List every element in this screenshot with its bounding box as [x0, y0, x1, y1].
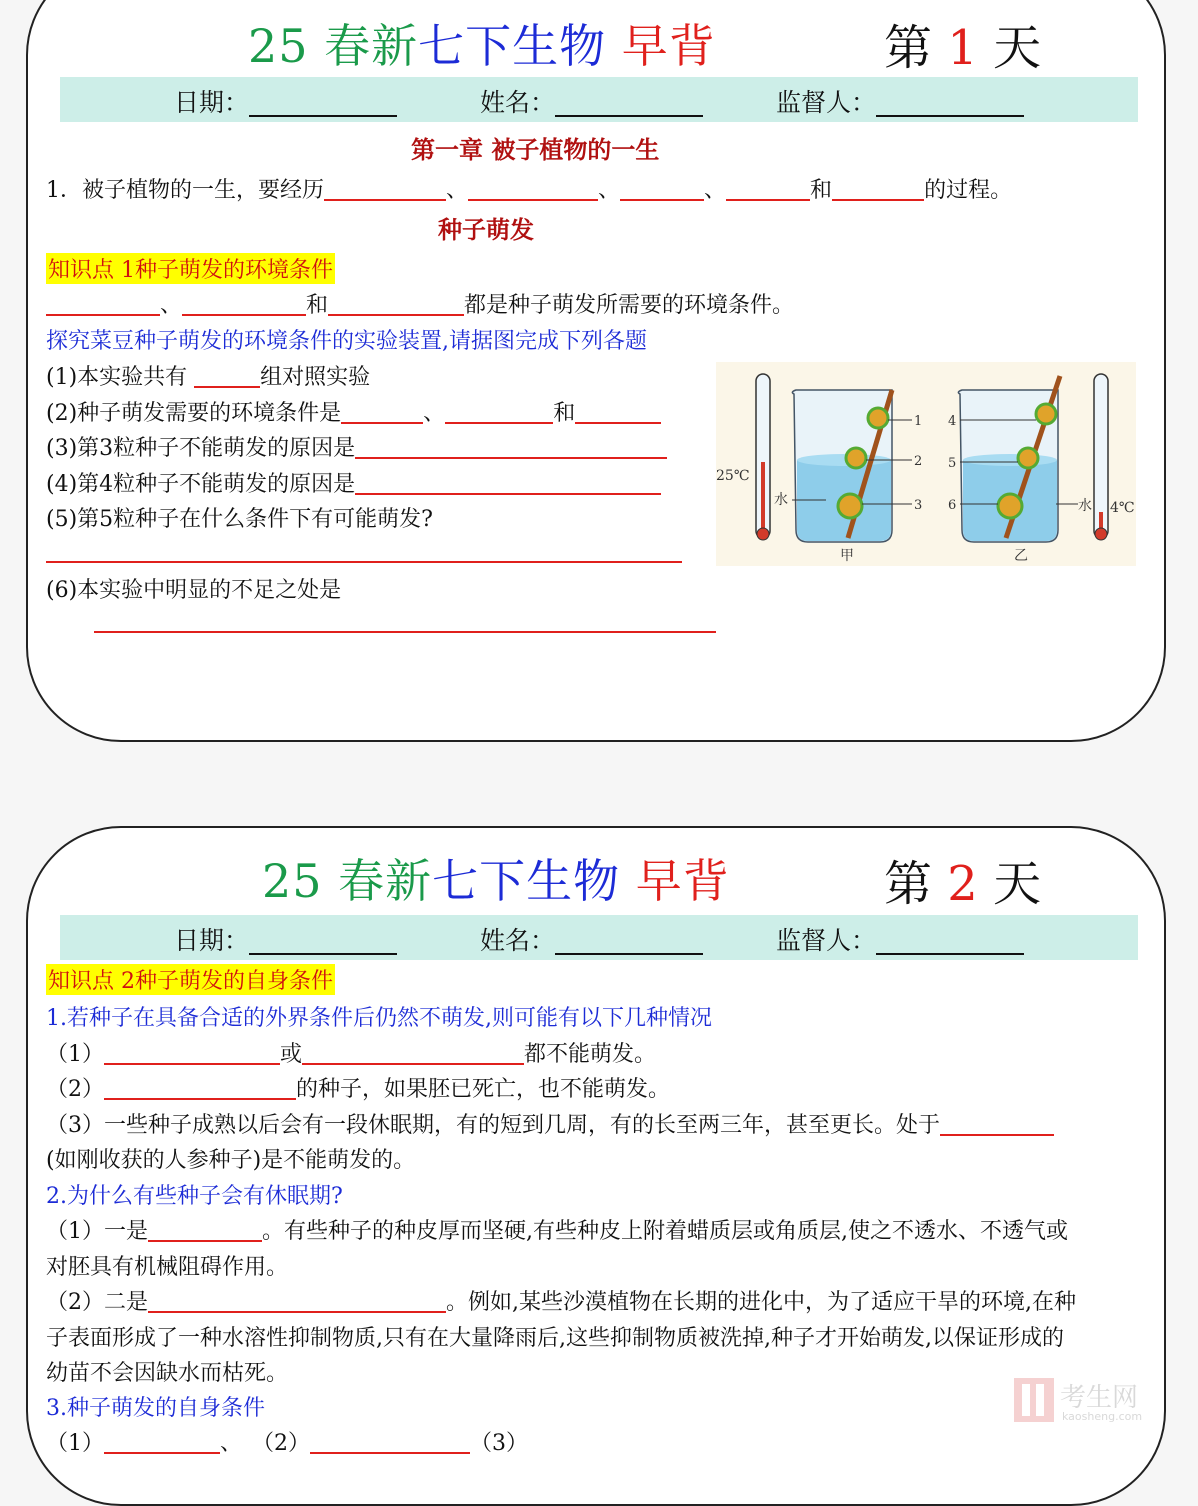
sub-question-4	[46, 467, 661, 498]
blank[interactable]	[355, 437, 667, 459]
blank[interactable]	[832, 179, 924, 201]
q2-reason-2-end: 幼苗不会因缺水而枯死。	[46, 1361, 289, 1386]
temp-right-label: 4℃	[1110, 500, 1135, 516]
q1-case-3	[46, 1108, 1054, 1139]
blank[interactable]	[328, 294, 464, 316]
and-text: 和	[553, 401, 576, 426]
sub-question-2	[46, 396, 661, 427]
seed-label-5: 5	[948, 456, 957, 471]
name-label: 姓名：	[480, 88, 556, 117]
blank[interactable]	[341, 402, 423, 424]
blank[interactable]	[104, 1078, 296, 1100]
card1-title	[248, 10, 716, 76]
day-number: 1	[947, 20, 978, 76]
sub-question-6-answer	[94, 610, 716, 635]
knowledge-point-1: 知识点 1种子萌发的环境条件	[46, 253, 335, 284]
beaker-right-label: 乙	[1014, 548, 1028, 564]
sub-question-6: (6)本实验中明显的不足之处是	[46, 578, 342, 603]
s1-text: (1)本实验共有	[46, 365, 195, 390]
watermark-url: kaosheng.com	[1062, 1410, 1143, 1423]
day-suffix: 天	[993, 20, 1042, 76]
title-prefix: 25 春新	[248, 19, 419, 73]
question-3: 3.种子萌发的自身条件	[46, 1396, 265, 1421]
case-end: 的种子，如果胚已死亡，也不能萌发。	[296, 1077, 671, 1102]
card1-info-band	[60, 77, 1138, 122]
card2-title	[262, 845, 730, 911]
day-prefix: 第	[884, 856, 933, 912]
name-label: 姓名：	[480, 926, 556, 955]
title-subject: 七下生物	[418, 19, 607, 73]
sep: 、	[598, 178, 621, 203]
thermometer-right-icon	[1094, 374, 1108, 540]
blank[interactable]	[46, 294, 160, 316]
blank[interactable]	[575, 402, 661, 424]
day-number: 2	[947, 856, 978, 912]
sep: 、	[423, 401, 446, 426]
card2-day	[884, 845, 1041, 914]
blank[interactable]	[302, 1043, 524, 1065]
spacer	[242, 1434, 252, 1454]
date-label: 日期：	[174, 88, 250, 117]
beaker-right-icon	[958, 376, 1078, 542]
blank[interactable]	[104, 1043, 280, 1065]
reason-text: （1）一是	[46, 1219, 148, 1244]
blank[interactable]	[468, 179, 598, 201]
item-num: （3）	[470, 1431, 529, 1456]
seed-label-2: 2	[914, 454, 923, 469]
temp-left-label: 25℃	[716, 468, 750, 484]
chapter-heading: 第一章 被子植物的一生	[411, 135, 660, 164]
blank[interactable]	[355, 473, 661, 495]
water-label-right: 水	[1078, 498, 1092, 514]
q1-text: 1．被子植物的一生，要经历	[46, 178, 324, 203]
date-field	[174, 83, 397, 119]
s2-text: (2)种子萌发需要的环境条件是	[46, 401, 342, 426]
card2-info-band	[60, 915, 1138, 960]
experiment-figure	[716, 362, 1136, 566]
blank[interactable]	[620, 179, 704, 201]
case-num: （1）	[46, 1042, 104, 1067]
sub-question-1	[46, 360, 370, 391]
case-end: 都不能萌发。	[524, 1042, 657, 1067]
name-field	[480, 921, 703, 957]
beaker-left-icon	[792, 390, 912, 542]
seed-label-1: 1	[914, 414, 923, 429]
q1-case-2	[46, 1072, 670, 1103]
blank[interactable]	[310, 1432, 470, 1454]
q2-reason-2	[46, 1285, 1076, 1316]
name-field	[480, 83, 703, 119]
supervisor-label: 监督人：	[776, 926, 877, 955]
q1-case-3-cont: (如刚收获的人参种子)是不能萌发的。	[46, 1148, 416, 1173]
blank[interactable]	[726, 179, 810, 201]
watermark-logo	[1012, 1374, 1176, 1430]
blank[interactable]	[94, 611, 716, 633]
water-label-left: 水	[774, 492, 788, 508]
s1-end: 组对照实验	[260, 365, 371, 390]
supervisor-blank[interactable]	[876, 927, 1024, 955]
date-blank[interactable]	[249, 89, 397, 117]
item-num: （1）	[46, 1431, 104, 1456]
blank[interactable]	[194, 366, 260, 388]
supervisor-blank[interactable]	[876, 89, 1024, 117]
seed-label-3: 3	[914, 498, 923, 513]
sep: 、	[220, 1431, 243, 1456]
watermark-brand: 考生网	[1060, 1383, 1139, 1413]
question-1	[46, 173, 1012, 204]
reason-cont: 。例如,某些沙漠植物在长期的进化中，为了适应干旱的环境,在种	[446, 1290, 1076, 1315]
date-label: 日期：	[174, 926, 250, 955]
sub-question-5: (5)第5粒种子在什么条件下有可能萌发?	[46, 507, 433, 532]
beaker-left-label: 甲	[840, 548, 854, 564]
question-2: 2.为什么有些种子会有休眠期?	[46, 1184, 343, 1209]
s3-text: (3)第3粒种子不能萌发的原因是	[46, 436, 356, 461]
beakers-illustration	[716, 362, 1136, 566]
seed-label-6: 6	[948, 498, 957, 513]
supervisor-label: 监督人：	[776, 88, 877, 117]
sep: 、	[704, 178, 727, 203]
section-heading: 种子萌发	[438, 215, 534, 244]
and-text: 和	[306, 293, 329, 318]
blank[interactable]	[182, 294, 306, 316]
case-text: （3）一些种子成熟以后会有一段休眠期，有的短到几周，有的长至两三年，甚至更长。处于	[46, 1113, 941, 1138]
question-1: 1.若种子在具备合适的外界条件后仍然不萌发,则可能有以下几种情况	[46, 1006, 712, 1031]
env-end: 都是种子萌发所需要的环境条件。	[464, 293, 795, 318]
blank[interactable]	[148, 1291, 446, 1313]
name-blank[interactable]	[555, 89, 703, 117]
q1-end: 的过程。	[924, 178, 1013, 203]
blank[interactable]	[148, 1220, 262, 1242]
seed-label-4: 4	[948, 414, 957, 429]
thermometer-left-icon	[756, 374, 770, 540]
reason-text: （2）二是	[46, 1290, 148, 1315]
q3-items	[46, 1426, 528, 1457]
reason-cont: 。有些种子的种皮厚而坚硬,有些种皮上附着蜡质层或角质层,使之不透水、不透气或	[262, 1219, 1068, 1244]
blank[interactable]	[445, 402, 553, 424]
blank[interactable]	[324, 179, 446, 201]
day-suffix: 天	[993, 856, 1042, 912]
sep: 、	[446, 178, 469, 203]
item-num: （2）	[252, 1431, 311, 1456]
day-prefix: 第	[884, 20, 933, 76]
knowledge-point-2: 知识点 2种子萌发的自身条件	[46, 964, 335, 995]
title-type: 早背	[621, 19, 716, 73]
q2-reason-1	[46, 1214, 1068, 1245]
env-conditions-line	[46, 288, 794, 319]
date-blank[interactable]	[249, 927, 397, 955]
q2-reason-1-cont: 对胚具有机械阻碍作用。	[46, 1255, 289, 1280]
kaosheng-logo-icon	[1012, 1374, 1176, 1426]
blank[interactable]	[46, 541, 682, 563]
supervisor-field	[776, 921, 1024, 957]
q1-case-1	[46, 1037, 656, 1068]
s4-text: (4)第4粒种子不能萌发的原因是	[46, 472, 356, 497]
case-num: （2）	[46, 1077, 104, 1102]
sub-question-3	[46, 431, 667, 462]
or-text: 或	[280, 1042, 303, 1067]
q2-reason-2-cont: 子表面形成了一种水溶性抑制物质,只有在大量降雨后,这些抑制物质被洗掉,种子才开始萌发,以保证形成的	[46, 1326, 1064, 1351]
sep: 、	[160, 293, 183, 318]
blank[interactable]	[104, 1432, 220, 1454]
title-subject: 七下生物	[432, 854, 621, 908]
and-text: 和	[810, 178, 833, 203]
title-type: 早背	[635, 854, 730, 908]
supervisor-field	[776, 83, 1024, 119]
title-prefix: 25 春新	[262, 854, 433, 908]
blank[interactable]	[940, 1114, 1054, 1136]
date-field	[174, 921, 397, 957]
card1-day	[884, 9, 1041, 78]
sub-question-5-answer	[46, 540, 682, 565]
name-blank[interactable]	[555, 927, 703, 955]
experiment-intro: 探究菜豆种子萌发的环境条件的实验装置,请据图完成下列各题	[46, 329, 647, 354]
